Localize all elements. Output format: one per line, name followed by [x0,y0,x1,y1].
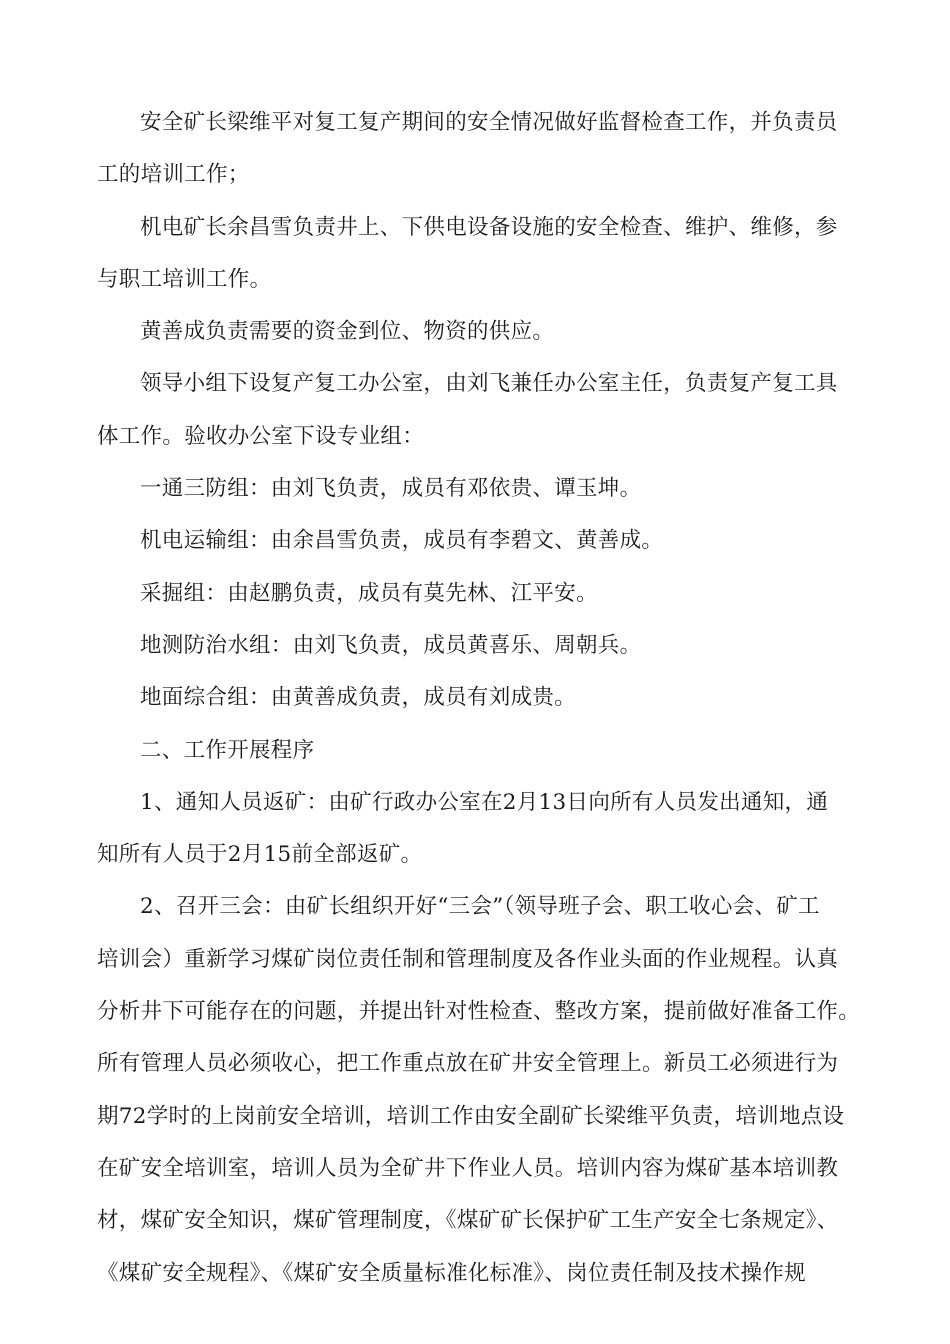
text-line: 与职工培训工作。 [97,266,272,292]
text-line: 知所有人员于2月15前全部返矿。 [97,842,423,868]
text-line: 2、召开三会：由矿长组织开好“三会”（领导班子会、职工收心会、矿工 [140,894,820,920]
text-line: 安全矿长梁维平对复工复产期间的安全情况做好监督检查工作，并负责员 [140,110,838,135]
text-line: 一通三防组：由刘飞负责，成员有邓依贵、谭玉坤。 [140,476,642,502]
section-heading: 二、工作开展程序 [140,737,315,763]
text-line: 黄善成负责需要的资金到位、物资的供应。 [140,319,555,345]
text-line: 所有管理人员必须收心，把工作重点放在矿井安全管理上。新员工必须进行为 [97,1051,839,1077]
text-line: 期72学时的上岗前安全培训，培训工作由安全副矿长梁维平负责，培训地点设 [97,1103,845,1129]
text-line: 工的培训工作； [97,162,250,188]
text-line: 地面综合组：由黄善成负责，成员有刘成贵。 [140,685,577,711]
document-body [97,97,875,1300]
text-line: 采掘组：由赵鹏负责，成员有莫先林、江平安。 [140,580,598,606]
text-line: 地测防治水组：由刘飞负责，成员黄喜乐、周朝兵。 [140,632,642,658]
text-line: 在矿安全培训室，培训人员为全矿井下作业人员。培训内容为煤矿基本培训教 [97,1155,839,1181]
text-line: 机电运输组：由余昌雪负责，成员有李碧文、黄善成。 [140,528,664,554]
text-line: 体工作。验收办公室下设专业组： [97,423,425,449]
text-line: 培训会）重新学习煤矿岗位责任制和管理制度及各作业头面的作业规程。认真 [97,946,839,972]
text-line: 材，煤矿安全知识，煤矿管理制度，《煤矿矿长保护矿工生产安全七条规定》、 [97,1208,839,1234]
text-line: 领导小组下设复产复工办公室，由刘飞兼任办公室主任，负责复产复工具 [140,371,838,397]
text-line: 1、通知人员返矿：由矿行政办公室在2月13日向所有人员发出通知，通 [140,789,829,815]
text-line: 机电矿长余昌雪负责井上、下供电设备设施的安全检查、维护、维修，参 [140,214,838,240]
text-line: 分析井下可能存在的问题，并提出针对性检查、整改方案，提前做好准备工作。 [97,999,861,1025]
text-line: 《煤矿安全规程》、《煤矿安全质量标准化标准》、岗位责任制及技术操作规 [97,1260,806,1286]
